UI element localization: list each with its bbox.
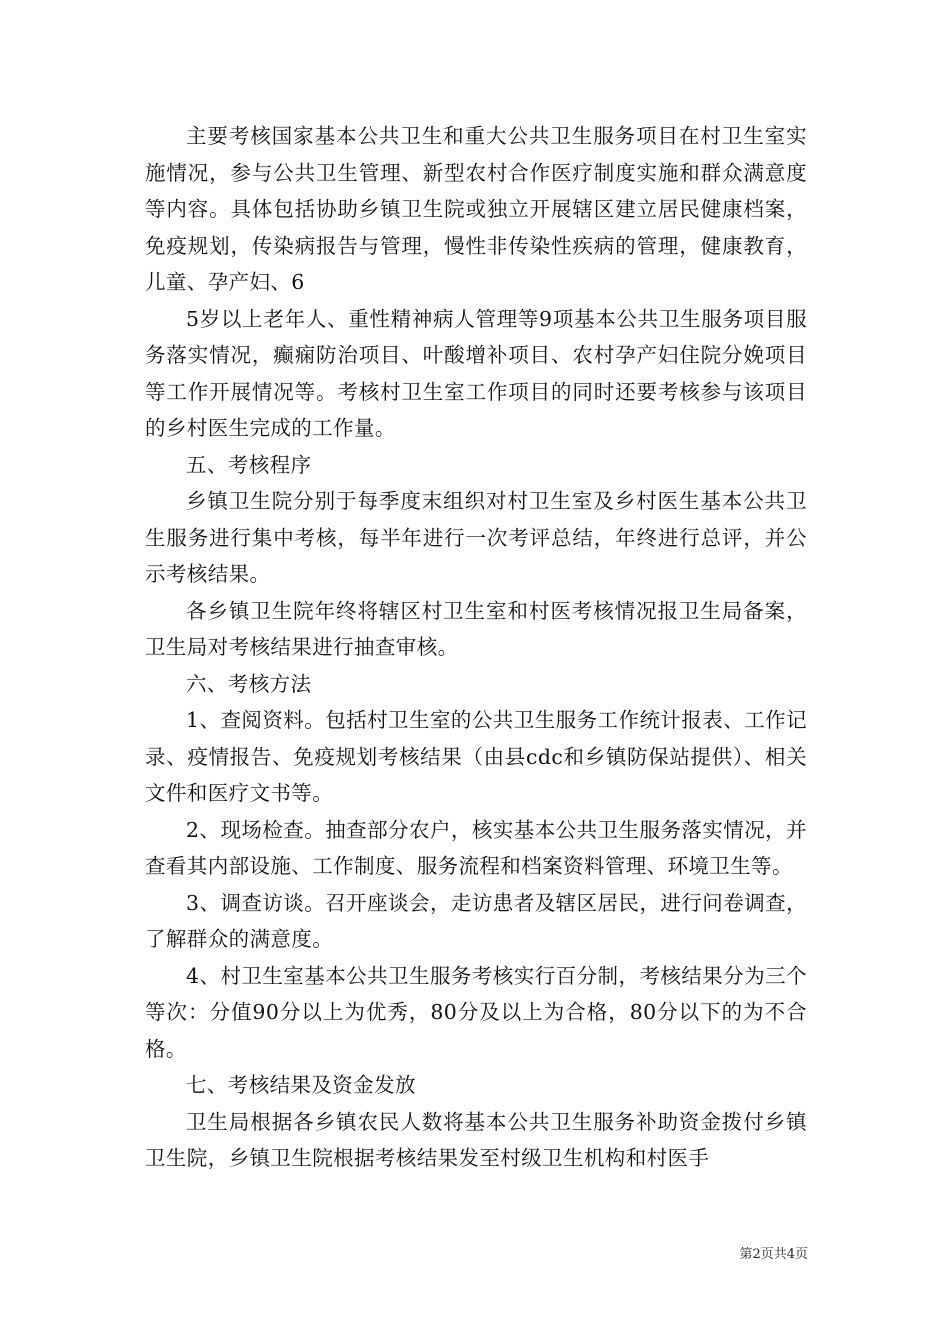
paragraph-method-scoring: 4、村卫生室基本公共卫生服务考核实行百分制，考核结果分为三个等次：分值90分以上为优秀，80分及以上为合格，80分以下的为不合格。 [145, 963, 807, 1061]
page-number: 第2页共4页 [739, 1247, 808, 1262]
paragraph-funding-allocation: 卫生局根据各乡镇农民人数将基本公共卫生服务补助资金拨付乡镇卫生院，乡镇卫生院根据考核结果发至村级卫生机构和村医手 [145, 1109, 807, 1170]
heading-assessment-procedure: 五、考核程序 [186, 452, 312, 477]
paragraph-assessment-content-continued: 5岁以上老年人、重性精神病人管理等9项基本公共卫生服务项目服务落实情况，癫痫防治项目、叶酸增补项目、农村孕产妇住院分娩项目等工作开展情况等。考核村卫生室工作项目的同时还要考核参与该项目的乡村医生完成的工作量。 [145, 306, 807, 440]
heading-results-and-funding: 七、考核结果及资金发放 [186, 1073, 416, 1097]
paragraph-quarterly-assessment: 乡镇卫生院分别于每季度末组织对村卫生室及乡村医生基本公共卫生服务进行集中考核，每半年进行一次考评总结，年终进行总评，并公示考核结果。 [145, 489, 807, 586]
paragraph-assessment-content: 主要考核国家基本公共卫生和重大公共卫生服务项目在村卫生室实施情况，参与公共卫生管理、新型农村合作医疗制度实施和群众满意度等内容。具体包括协助乡镇卫生院或独立开展辖区建立居民健康档案，免疫规划，传染病报告与管理，慢性非传染性疾病的管理，健康教育，儿童、孕产妇、6 [145, 124, 807, 294]
paragraph-year-end-filing: 各乡镇卫生院年终将辖区村卫生室和村医考核情况报卫生局备案，卫生局对考核结果进行抽查审核。 [145, 598, 807, 659]
paragraph-method-site-inspection: 2、现场检查。抽查部分农户，核实基本公共卫生服务落实情况，并查看其内部设施、工作制度、服务流程和档案资料管理、环境卫生等。 [145, 817, 807, 878]
paragraph-method-review-records: 1、查阅资料。包括村卫生室的公共卫生服务工作统计报表、工作记录、疫情报告、免疫规划考核结果（由县cdc和乡镇防保站提供）、相关文件和医疗文书等。 [145, 708, 807, 805]
heading-assessment-method: 六、考核方法 [186, 671, 312, 696]
paragraph-method-survey-interview: 3、调查访谈。召开座谈会，走访患者及辖区居民，进行问卷调查，了解群众的满意度。 [145, 890, 807, 951]
document-body [145, 118, 807, 1177]
